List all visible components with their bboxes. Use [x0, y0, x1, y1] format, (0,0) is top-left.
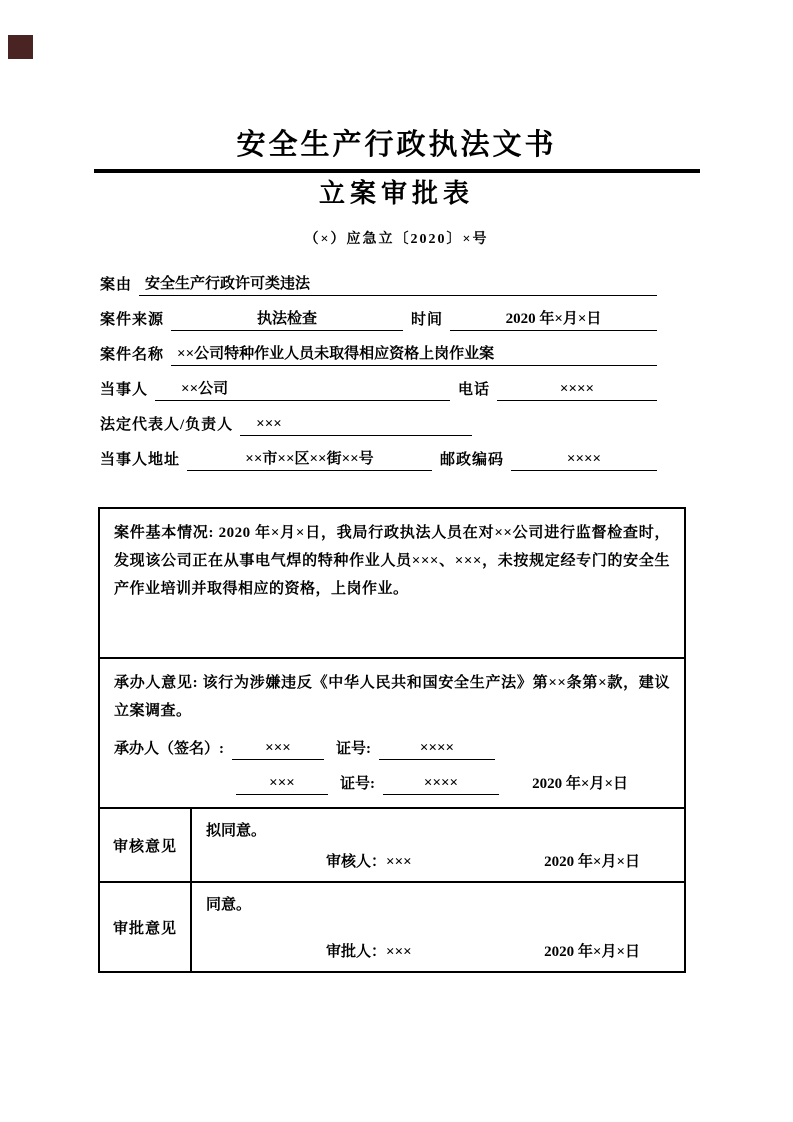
- handler-date: 2020 年×月×日: [532, 776, 628, 792]
- handler-name-1: ×××: [232, 738, 324, 760]
- field-case-source: [100, 309, 657, 331]
- review-date: 2020 年×月×日: [544, 854, 640, 870]
- review-opinion-text: 拟同意。: [206, 823, 267, 839]
- section-basic-info: [100, 509, 684, 659]
- legal-rep-label: 法定代表人/负责人: [100, 417, 234, 433]
- corner-mark: [8, 35, 33, 59]
- section-approval-opinion: [100, 883, 684, 971]
- field-case-name: [100, 344, 657, 366]
- field-case-cause: [100, 274, 657, 296]
- case-source-value: 执法检查: [171, 309, 403, 331]
- party-value: ××公司: [155, 379, 450, 401]
- field-legal-rep: [100, 414, 657, 436]
- handler-name-2: ×××: [236, 773, 328, 795]
- form-header-fields: [100, 274, 657, 471]
- title-double-rule: [94, 169, 700, 173]
- reviewer-label: 审核人：: [326, 854, 387, 870]
- party-label: 当事人: [100, 382, 149, 398]
- approval-opinion-label: 审批意见: [100, 883, 192, 971]
- section-handler-opinion: [100, 659, 684, 809]
- case-name-value: ××公司特种作业人员未取得相应资格上岗作业案: [171, 344, 657, 366]
- time-value: 2020 年×月×日: [450, 309, 657, 331]
- phone-label: 电话: [457, 382, 490, 398]
- handler-opinion-paragraph: [114, 669, 670, 725]
- basic-info-label: 案件基本情况:: [114, 525, 215, 541]
- approval-sign-line: [206, 940, 684, 961]
- cert-value-1: ××××: [379, 738, 495, 760]
- address-value: ××市××区××街××号: [187, 449, 432, 471]
- postcode-value: ××××: [511, 449, 657, 471]
- cert-label-1: 证号:: [336, 741, 371, 757]
- handler-signature-row-1: [114, 738, 670, 760]
- approver-signature: [326, 940, 412, 961]
- time-label: 时间: [411, 312, 444, 328]
- reviewer-signature: [326, 850, 412, 871]
- reviewer-name: ×××: [386, 854, 412, 870]
- phone-value: ××××: [497, 379, 657, 401]
- address-label: 当事人地址: [100, 452, 181, 468]
- handler-sign-label: 承办人（签名）:: [114, 741, 224, 757]
- cert-value-2: ××××: [383, 773, 499, 795]
- approver-name: ×××: [386, 944, 412, 960]
- postcode-label: 邮政编码: [439, 452, 504, 468]
- handler-signature-row-2: [114, 773, 670, 795]
- case-cause-label: 案由: [100, 277, 133, 293]
- doc-number: （×）应急立〔2020〕×号: [304, 232, 489, 247]
- case-detail-box: [98, 507, 686, 973]
- approval-date: 2020 年×月×日: [544, 944, 640, 960]
- review-sign-line: [206, 850, 684, 871]
- review-opinion-label: 审核意见: [100, 809, 192, 881]
- approval-opinion-body: [192, 883, 684, 971]
- basic-info-text: 2020 年×月×日，我局行政执法人员在对××公司进行监督检查时，发现该公司正在从事电气焊的特种作业人员×××、×××，未按规定经专门的安全生产作业培训并取得相应的资格，上岗作业。: [114, 525, 671, 597]
- approver-label: 审批人：: [326, 944, 387, 960]
- cert-label-2: 证号:: [340, 776, 375, 792]
- form-title: 立案审批表: [318, 179, 474, 208]
- field-address: [100, 449, 657, 471]
- doc-category-title: 安全生产行政执法文书: [236, 129, 557, 161]
- legal-rep-value: ×××: [240, 414, 472, 436]
- case-source-label: 案件来源: [100, 312, 165, 328]
- case-cause-value: 安全生产行政许可类违法: [139, 274, 657, 296]
- field-party: [100, 379, 657, 401]
- case-name-label: 案件名称: [100, 347, 165, 363]
- handler-opinion-label: 承办人意见:: [114, 675, 199, 691]
- approval-opinion-text: 同意。: [206, 897, 252, 913]
- review-opinion-body: [192, 809, 684, 881]
- basic-info-paragraph: [114, 519, 670, 603]
- section-review-opinion: [100, 809, 684, 883]
- handler-opinion-text: 该行为涉嫌违反《中华人民共和国安全生产法》第××条第×款，建议立案调查。: [114, 675, 670, 719]
